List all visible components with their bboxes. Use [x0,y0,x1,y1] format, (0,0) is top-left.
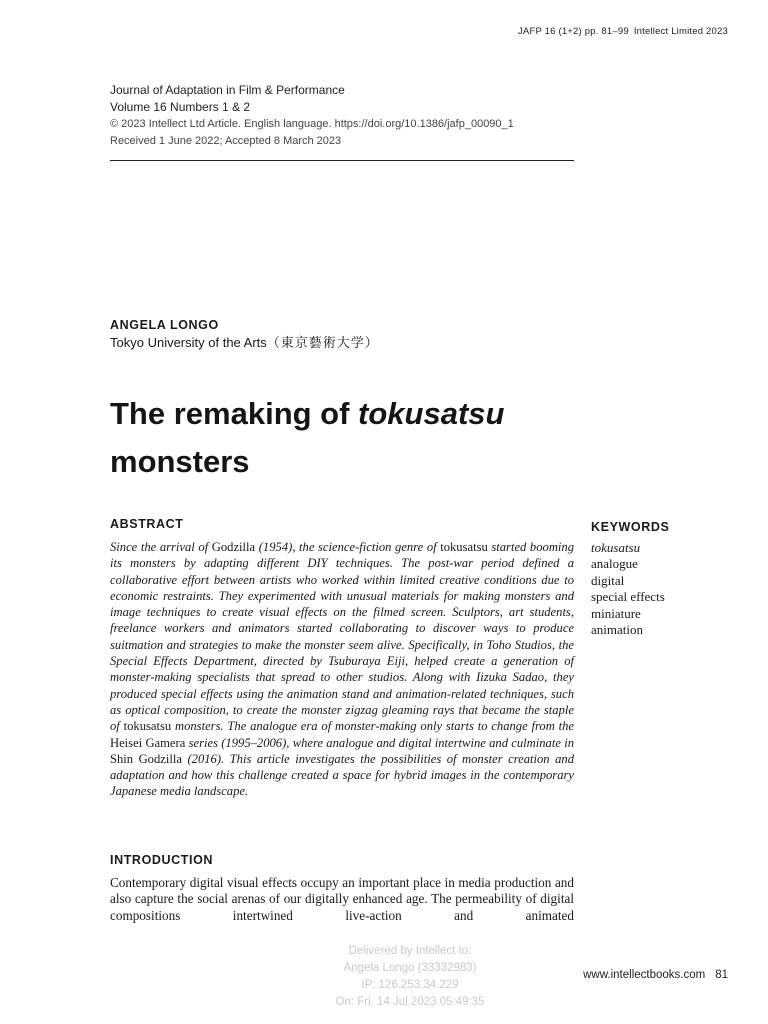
abstract-heading: ABSTRACT [110,517,184,531]
abstract-seg: monsters. The analogue era of monster-making only starts to change from the [171,719,574,734]
running-head-citation: JAFP 16 (1+2) pp. 81–99 [517,26,629,37]
running-head [518,26,728,37]
watermark-line: On: Fri, 14 Jul 2023 05:49:35 [335,996,485,1008]
title-part-2: monsters [110,444,250,479]
running-head-publisher: Intellect Limited 2023 [633,26,728,37]
title-italic-term: tokusatsu [358,396,505,431]
received-accepted: Received 1 June 2022; Accepted 8 March 2023 [110,135,342,147]
keyword-item: special effects [591,589,665,605]
abstract-seg: started booming its monsters by adapting different DIY techniques. The post-war period defined a collaborative effort between artists who worked within limited creative conditions due to economic restraints. They experimented with unusual materials for making monsters and image techniques to create visual effects on the filmed screen. Sculptors, art students, freelance workers and animators started collaborating to discover ways to produce suitmation and strategies to make the monster seem alive. Specifically, in Toho Studios, the Special Effects Department, directed by Tsuburaya Eiji, helped create a generation of monster-making specialists that spread to other studios. Along with Iizuka Sadao, they produced special effects using the animation stand and animation-related techniques, such as optical composition, to create the monster zigzag gleaming rays that became the staple of [110,540,575,734]
journal-name: Journal of Adaptation in Film & Performance [110,83,345,97]
introduction-text: Contemporary digital visual effects occupy an important place in media production and also capture the social arenas of our digitally enhanced age. The permeability of digital compositions intertwined live-action and animated [110,875,574,923]
page-footer [583,969,728,981]
abstract-text [110,539,574,800]
abstract-seg: series (1995–2006), where analogue and digital intertwine and culminate in [185,735,574,750]
keyword-item: miniature [591,605,641,621]
article-title [110,390,580,486]
keyword-item: animation [591,622,643,638]
author-name: ANGELA LONGO [110,318,219,332]
keyword-item: digital [591,572,625,588]
copyright-doi: © 2023 Intellect Ltd Article. English language. https://doi.org/10.1386/jafp_00090_1 [110,118,514,130]
title-part-1: The remaking of [110,396,359,431]
delivery-watermark [270,943,550,1011]
keywords-list [591,540,665,638]
affiliation-japanese: （東京藝術大学） [266,336,379,351]
abstract-seg: (2016). This article investigates the possibilities of monster creation and adaptation and how this challenge created a space for hybrid images in the contemporary Japanese media landscape. [110,751,574,799]
header-rule [110,160,574,161]
author-block [110,317,379,352]
page-number: 81 [715,969,728,981]
volume-info: Volume 16 Numbers 1 & 2 [110,100,251,114]
publisher-url: www.intellectbooks.com [583,969,706,981]
abstract-film-title: Heisei Gamera [110,735,186,750]
author-affiliation [110,334,379,352]
abstract-term: tokusatsu [123,719,172,734]
watermark-line: Delivered by Intellect to: [348,945,472,957]
keyword-item: tokusatsu [591,540,641,555]
introduction-heading: INTRODUCTION [110,853,214,867]
abstract-seg: (1954), the science-fiction genre of [255,540,441,554]
watermark-line: Angela Longo (33332983) [343,962,477,974]
keyword-item: analogue [591,556,638,572]
article-meta [110,82,574,150]
abstract-film-title: Godzilla [211,540,256,554]
abstract-seg: Since the arrival of [110,540,212,554]
abstract-term: tokusatsu [440,540,488,554]
keywords-heading: KEYWORDS [591,520,670,534]
watermark-line: IP: 126.253.34.229 [361,979,459,991]
affiliation-name: Tokyo University of the Arts [110,335,267,350]
abstract-film-title: Shin Godzilla [110,751,182,766]
